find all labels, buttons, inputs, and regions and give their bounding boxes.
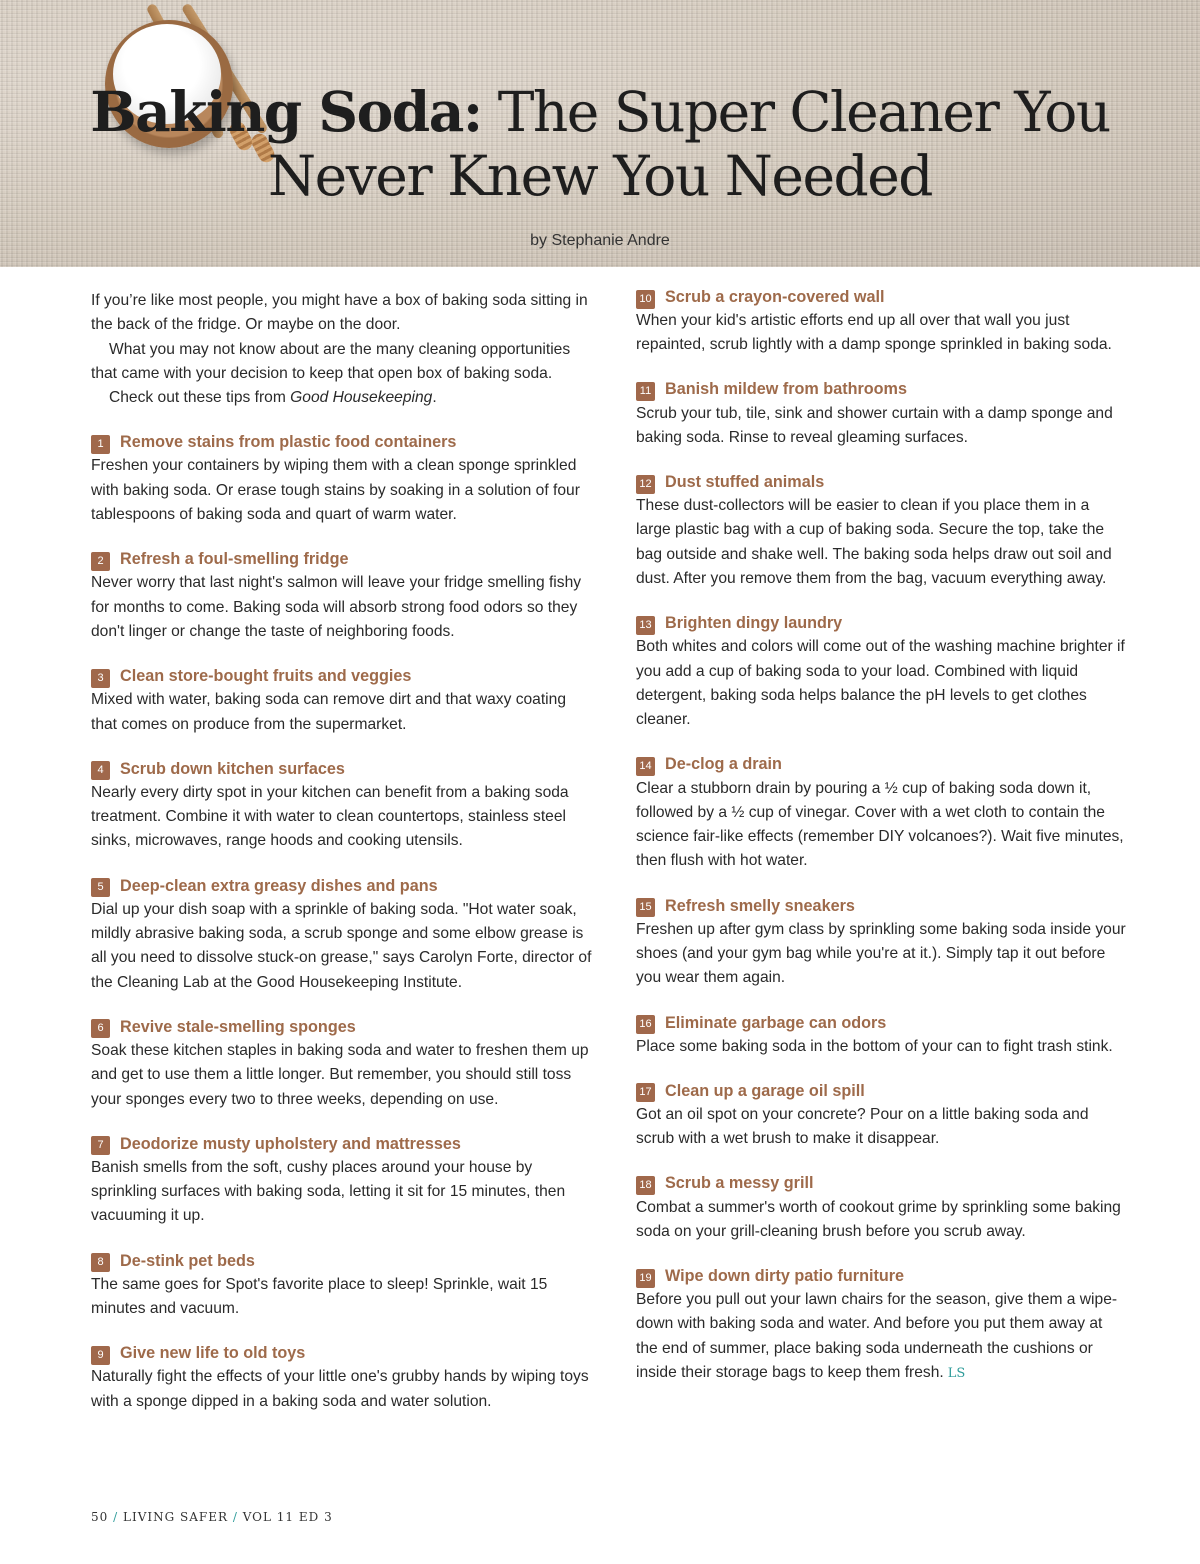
tip-title: Eliminate garbage can odors [665, 1013, 887, 1032]
tip-heading [91, 430, 596, 454]
magazine-name: LIVING SAFER [122, 1510, 229, 1524]
tip-body [636, 1103, 1126, 1152]
tip-item [91, 547, 596, 644]
intro-text: . [432, 389, 437, 407]
tip-title: Revive stale-smelling sponges [120, 1017, 356, 1036]
tip-number-badge: 6 [91, 1019, 110, 1038]
tip-number-badge: 18 [636, 1176, 655, 1195]
tip-heading [91, 874, 596, 898]
tip-body-text: Place some baking soda in the bottom of your can to fight trash stink. [636, 1037, 1113, 1055]
tip-heading [91, 1015, 596, 1039]
tip-body [91, 454, 596, 527]
tip-item [636, 378, 1126, 451]
tip-item [91, 1249, 596, 1322]
tip-body-text: Soak these kitchen staples in baking soda and water to freshen them up and get to use them a little longer. But remember, you should still toss your sponges every two to three weeks, depending on use. [91, 1041, 589, 1108]
tip-heading [636, 894, 1126, 918]
header-banner [0, 0, 1200, 267]
tip-title: Scrub down kitchen surfaces [120, 759, 345, 778]
source-name: Good Housekeeping [290, 389, 433, 407]
tip-item [636, 1172, 1126, 1245]
tip-body [636, 494, 1126, 591]
tip-body-text: Freshen up after gym class by sprinkling some baking soda inside your shoes (and your gym bag while you're at it.). Simply tap it out before you wear them again. [636, 920, 1126, 987]
intro [91, 289, 596, 410]
title-rest: The Super Cleaner You [497, 80, 1110, 144]
tip-heading [636, 285, 1126, 309]
tip-body-text: Mixed with water, baking soda can remove dirt and that waxy coating that comes on produce from the supermarket. [91, 691, 566, 733]
tip-body-text: Scrub your tub, tile, sink and shower curtain with a damp sponge and baking soda. Rinse to reveal gleaming surfaces. [636, 404, 1113, 446]
tip-item [91, 664, 596, 737]
tip-heading [91, 547, 596, 571]
tip-title: Banish mildew from bathrooms [665, 380, 907, 399]
end-mark-logo: LS [947, 1366, 966, 1382]
tip-body-text: When your kid's artistic efforts end up all over that wall you just repainted, scrub lightly with a damp sponge sprinkled in baking soda. [636, 312, 1112, 354]
tip-item [636, 1011, 1126, 1059]
tip-number-badge: 14 [636, 757, 655, 776]
tip-body-text: Nearly every dirty spot in your kitchen can benefit from a baking soda treatment. Combine it with water to clean countertops, stainless steel sinks, microwaves, range hoods and cooking utensils. [91, 783, 569, 850]
tip-number-badge: 1 [91, 435, 110, 454]
tip-heading [636, 378, 1126, 402]
article-title [0, 80, 1200, 208]
tip-heading [636, 1172, 1126, 1196]
tip-item [91, 1132, 596, 1229]
tip-body-text: Before you pull out your lawn chairs for the season, give them a wipe-down with baking soda and water. And before you put them away at the end of summer, place baking soda underneath the cushions or inside their storage bags to keep them fresh. [636, 1291, 1118, 1382]
tip-title: Give new life to old toys [120, 1344, 306, 1363]
tip-item [636, 285, 1126, 358]
page-footer [91, 1510, 333, 1524]
tip-number-badge: 13 [636, 616, 655, 635]
tip-title: De-stink pet beds [120, 1251, 255, 1270]
tip-number-badge: 4 [91, 761, 110, 780]
tip-heading [636, 753, 1126, 777]
tip-title: Refresh smelly sneakers [665, 896, 855, 915]
tip-heading [91, 757, 596, 781]
tip-heading [91, 664, 596, 688]
tip-body-text: The same goes for Spot's favorite place to sleep! Sprinkle, wait 15 minutes and vacuum. [91, 1275, 548, 1318]
tip-number-badge: 19 [636, 1269, 655, 1288]
tip-item [91, 874, 596, 995]
tip-body [636, 918, 1126, 991]
tip-title: Deodorize musty upholstery and mattresses [120, 1134, 461, 1153]
tip-heading [91, 1132, 596, 1156]
tip-body [636, 635, 1126, 732]
intro-text: Check out these tips from [109, 389, 291, 407]
tip-number-badge: 10 [636, 290, 655, 309]
footer-separator: / [113, 1510, 119, 1524]
tip-item [636, 470, 1126, 591]
tip-title: Dust stuffed animals [665, 473, 825, 492]
intro-paragraph: If you’re like most people, you might have a box of baking soda sitting in the back of the fridge. Or maybe on the door. [91, 292, 588, 334]
tip-heading [636, 1011, 1126, 1035]
tip-body [91, 1039, 596, 1112]
title-bold: Baking Soda: [90, 79, 482, 144]
tip-item [91, 757, 596, 854]
tip-heading [91, 1249, 596, 1273]
issue-info: VOL 11 ED 3 [242, 1510, 333, 1524]
tip-body-text: These dust-collectors will be easier to clean if you place them in a large plastic bag with a cup of baking soda. Secure the top, take the bag outside and shake well. The baking soda helps draw out soil and dust. After you remove them from the bag, vacuum everything away. [636, 497, 1112, 588]
intro-paragraph: What you may not know about are the many cleaning opportunities that came with your decision to keep that open box of baking soda. [91, 340, 571, 382]
tip-item [636, 1079, 1126, 1152]
right-column [636, 265, 1126, 1386]
tip-body-text: Dial up your dish soap with a sprinkle of baking soda. "Hot water soak, mildly abrasive baking soda, a scrub sponge and some elbow grease is all you need to dissolve stuck-on grease," says Carolyn Forte, director of the Cleaning Lab at the Good Housekeeping Institute. [91, 900, 592, 991]
tip-title: Clean store-bought fruits and veggies [120, 667, 412, 686]
tip-number-badge: 3 [91, 669, 110, 688]
tip-number-badge: 11 [636, 382, 655, 401]
tip-item [636, 1264, 1126, 1386]
tip-number-badge: 16 [636, 1015, 655, 1034]
tip-number-badge: 15 [636, 898, 655, 917]
tip-number-badge: 8 [91, 1253, 110, 1272]
tip-body [91, 1365, 596, 1414]
tip-title: Scrub a crayon-covered wall [665, 287, 885, 306]
tip-body [91, 781, 596, 854]
tip-body [91, 688, 596, 737]
title-line2: Never Knew You Needed [268, 144, 932, 208]
tip-body [636, 1035, 1126, 1059]
tip-item [636, 894, 1126, 991]
tip-number-badge: 17 [636, 1083, 655, 1102]
tip-item [636, 611, 1126, 732]
tip-body-text: Naturally fight the effects of your little one's grubby hands by wiping toys with a sponge dipped in a baking soda and water solution. [91, 1368, 589, 1410]
page-number: 50 [91, 1510, 109, 1524]
tip-body-text: Combat a summer's worth of cookout grime by sprinkling some baking soda on your grill-cleaning brush before you scrub away. [636, 1198, 1121, 1240]
tip-body-text: Both whites and colors will come out of the washing machine brighter if you add a cup of baking soda to your load. Combined with liquid detergent, baking soda helps balance the pH levels to get clothes cleaner. [636, 638, 1125, 729]
tip-body [636, 1288, 1126, 1386]
tip-body [91, 1156, 596, 1229]
tip-number-badge: 9 [91, 1346, 110, 1365]
intro-paragraph [91, 386, 596, 410]
tip-heading [636, 1264, 1126, 1288]
tip-body [636, 1196, 1126, 1245]
byline: by Stephanie Andre [530, 232, 670, 249]
tip-heading [636, 470, 1126, 494]
tip-number-badge: 5 [91, 878, 110, 897]
tip-item [91, 430, 596, 527]
tip-item [91, 1341, 596, 1414]
tip-body [636, 309, 1126, 358]
tip-body-text: Never worry that last night's salmon will leave your fridge smelling fishy for months to come. Baking soda will absorb strong food odors so they don't linger or change the taste of neighboring foods. [91, 574, 582, 640]
tip-title: Scrub a messy grill [665, 1174, 814, 1193]
tip-title: Brighten dingy laundry [665, 614, 843, 633]
tip-number-badge: 7 [91, 1136, 110, 1155]
tips-list-left [91, 430, 596, 1413]
tip-body [91, 571, 596, 644]
tip-title: Deep-clean extra greasy dishes and pans [120, 876, 438, 895]
tip-body [636, 777, 1126, 874]
tip-number-badge: 12 [636, 475, 655, 494]
tip-title: Wipe down dirty patio furniture [665, 1266, 905, 1285]
tip-body-text: Freshen your containers by wiping them with a clean sponge sprinkled with baking soda. Or erase tough stains by soaking in a solution of four tablespoons of baking soda and quart of warm water. [91, 457, 580, 524]
tip-item [91, 1015, 596, 1112]
tip-body-text: Banish smells from the soft, cushy places around your house by sprinkling surfaces with baking soda, letting it sit for 15 minutes, then vacuuming it up. [91, 1158, 566, 1225]
left-column [91, 289, 596, 1414]
tip-body [636, 402, 1126, 451]
tip-heading [636, 611, 1126, 635]
tip-heading [636, 1079, 1126, 1103]
tip-body-text: Got an oil spot on your concrete? Pour on a little baking soda and scrub with a wet brush to make it disappear. [636, 1105, 1089, 1148]
tip-title: Remove stains from plastic food containers [120, 433, 457, 452]
tip-number-badge: 2 [91, 552, 110, 571]
tip-body-text: Clear a stubborn drain by pouring a ½ cup of baking soda down it, followed by a ½ cup of vinegar. Cover with a wet cloth to contain the science fair-like effects (remember DIY volcanoes?). Wait five minutes, then flush with hot water. [636, 779, 1124, 870]
tip-title: De-clog a drain [665, 755, 782, 774]
tip-body [91, 1273, 596, 1322]
tip-title: Clean up a garage oil spill [665, 1081, 865, 1100]
tip-body [91, 898, 596, 995]
tip-item [636, 753, 1126, 874]
tips-list-right [636, 285, 1126, 1386]
footer-separator: / [232, 1510, 238, 1524]
tip-title: Refresh a foul-smelling fridge [120, 550, 349, 569]
tip-heading [91, 1341, 596, 1365]
